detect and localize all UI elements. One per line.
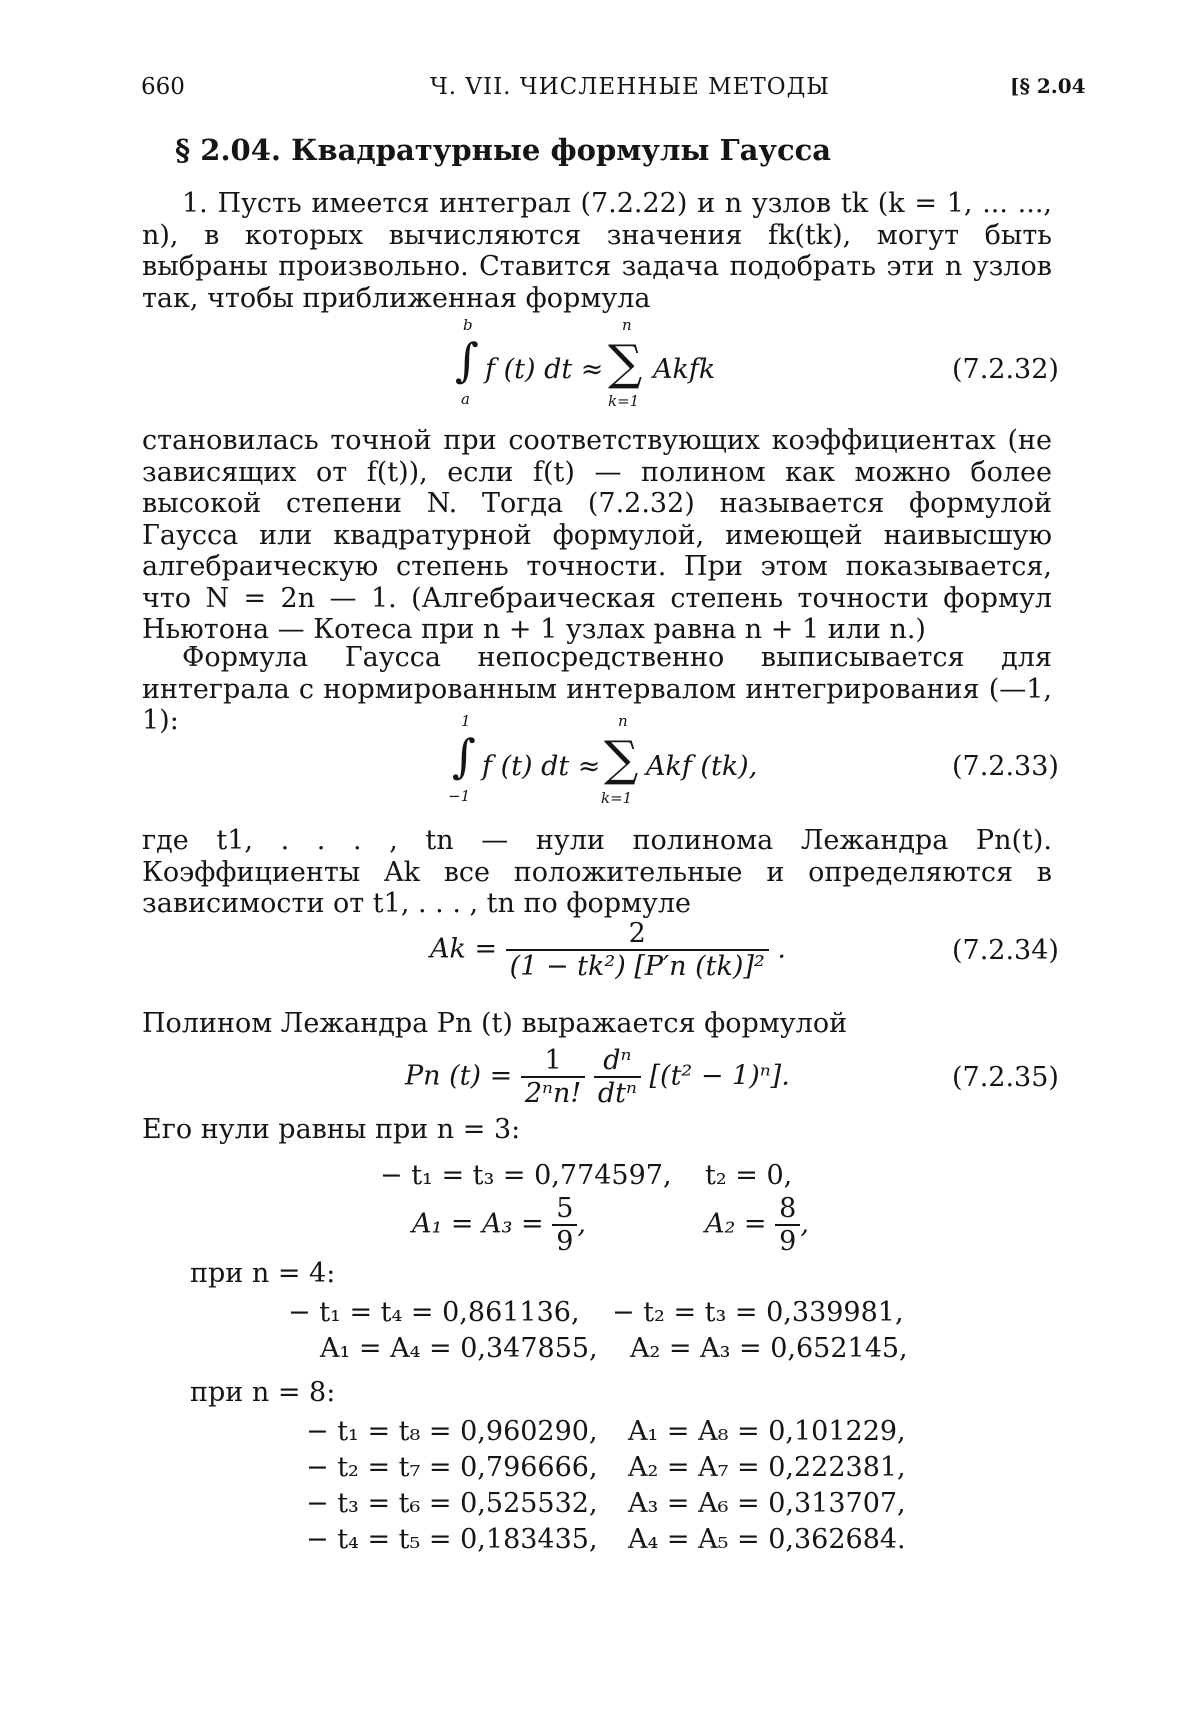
integral-upper-limit: b: [463, 316, 473, 334]
n4-row-right: A₂ = A₃ = 0,652145,: [630, 1333, 908, 1364]
zeros-row-left: − t₁ = t₃ = 0,774597,: [380, 1160, 672, 1191]
n8-row-left: − t₂ = t₇ = 0,796666,: [306, 1452, 598, 1483]
n8-label: при n = 8:: [190, 1377, 336, 1408]
zeros-intro: Его нули равны при n = 3:: [142, 1114, 521, 1145]
n8-row-right: A₂ = A₇ = 0,222381,: [628, 1452, 906, 1483]
sum-expression: Akfk: [653, 354, 716, 385]
numerator: 1: [544, 1045, 562, 1076]
fraction-2: [594, 1045, 641, 1109]
weights-row-left: [412, 1193, 586, 1257]
numerator: 5: [556, 1193, 574, 1224]
paragraph-1: 1. Пусть имеется интеграл (7.2.22) и n узлов tk (k = 1, ... ..., n), в которых вычисляются значения fk(tk), могут быть выбраны произвольно. Ставится задача подобрать эти n узлов так, чтобы приближенная формула: [142, 188, 1052, 314]
weights-lhs: A₂ =: [705, 1208, 767, 1240]
equation-lhs: Ak =: [430, 933, 498, 965]
denominator: (1 − tk²) [P′n (tk)]²: [506, 949, 769, 982]
n8-row-left: − t₄ = t₅ = 0,183435,: [306, 1524, 598, 1555]
paragraph-2: становилась точной при соответствующих коэффициентах (не зависящих от f(t)), если f(t) — полином как можно более высокой степени N. Тогда (7.2.32) называется формулой Гаусса или квадратурной формулой, имеющей наивысшую алгебраическую степень точности. При этом показывается, что N = 2n — 1. (Алгебраическая степень точности формул Ньютона — Котеса при n + 1 узлах равна n + 1 или n.): [142, 425, 1052, 645]
n8-row-right: A₃ = A₆ = 0,313707,: [628, 1488, 906, 1519]
sum-upper-limit: n: [618, 712, 628, 730]
equation-rhs: [(t² − 1)ⁿ].: [649, 1060, 790, 1092]
weights-row-right: [705, 1193, 809, 1257]
section-title: § 2.04. Квадратурные формулы Гаусса: [175, 133, 832, 167]
n8-row-left: − t₁ = t₈ = 0,960290,: [306, 1416, 598, 1447]
punctuation: ,: [800, 1208, 809, 1240]
equation-number: (7.2.33): [952, 751, 1059, 782]
n4-row-left: A₁ = A₄ = 0,347855,: [320, 1333, 598, 1364]
n8-row-right: A₄ = A₅ = 0,362684.: [628, 1524, 906, 1555]
integral-sign: ∫: [452, 729, 476, 783]
n8-row-left: − t₃ = t₆ = 0,525532,: [306, 1488, 598, 1519]
equation-lhs: Pn (t) =: [405, 1060, 513, 1092]
integral-expression: f (t) dt ≈: [482, 751, 601, 782]
running-header-section: [§ 2.04: [1010, 74, 1086, 98]
fraction: [552, 1193, 577, 1257]
equation-number: (7.2.32): [952, 354, 1059, 385]
denominator: 9: [775, 1224, 800, 1257]
sum-lower-limit: k=1: [601, 789, 633, 807]
zeros-row-right: t₂ = 0,: [705, 1160, 793, 1191]
punctuation: ,: [577, 1208, 587, 1240]
page-number: 660: [141, 74, 185, 100]
n8-row-right: A₁ = A₈ = 0,101229,: [628, 1416, 906, 1447]
integral-sign: ∫: [455, 333, 479, 387]
denominator: 2ⁿn!: [521, 1076, 585, 1109]
running-header-chapter: Ч. VII. ЧИСЛЕННЫЕ МЕТОДЫ: [430, 74, 830, 100]
sum-lower-limit: k=1: [608, 392, 640, 410]
denominator: 9: [552, 1224, 577, 1257]
fraction-1: [521, 1045, 585, 1109]
integral-expression: f (t) dt ≈: [485, 354, 604, 385]
weights-lhs: A₁ = A₃ =: [412, 1208, 544, 1240]
numerator: 8: [779, 1193, 797, 1224]
n4-row-left: − t₁ = t₄ = 0,861136,: [288, 1297, 580, 1328]
paragraph-3: Формула Гаусса непосредственно выписывается для интеграла с нормированным интервалом интегрирования (—1, 1):: [142, 642, 1052, 736]
integral-upper-limit: 1: [461, 712, 471, 730]
numerator: dⁿ: [603, 1045, 632, 1076]
sum-sign: ∑: [604, 731, 639, 787]
fraction: [506, 918, 769, 982]
paragraph-4: где t1, . . . , tn — нули полинома Лежандра Pn(t). Коэффициенты Ak все положительные и определяются в зависимости от t1, . . . , tn по формуле: [142, 825, 1052, 919]
sum-upper-limit: n: [622, 316, 632, 334]
n4-row-right: − t₂ = t₃ = 0,339981,: [612, 1297, 904, 1328]
paragraph-5: Полином Лежандра Pn (t) выражается формулой: [142, 1008, 848, 1039]
sum-expression: Akf (tk),: [646, 751, 758, 782]
denominator: dtⁿ: [594, 1076, 641, 1109]
equation-number: (7.2.34): [952, 935, 1059, 966]
sum-sign: ∑: [608, 335, 643, 391]
integral-lower-limit: −1: [448, 787, 471, 805]
integral-lower-limit: a: [461, 390, 470, 408]
n4-label: при n = 4:: [190, 1258, 336, 1289]
numerator: 2: [628, 918, 646, 949]
equation-tail: .: [777, 933, 786, 965]
equation-number: (7.2.35): [952, 1062, 1059, 1093]
fraction: [775, 1193, 800, 1257]
